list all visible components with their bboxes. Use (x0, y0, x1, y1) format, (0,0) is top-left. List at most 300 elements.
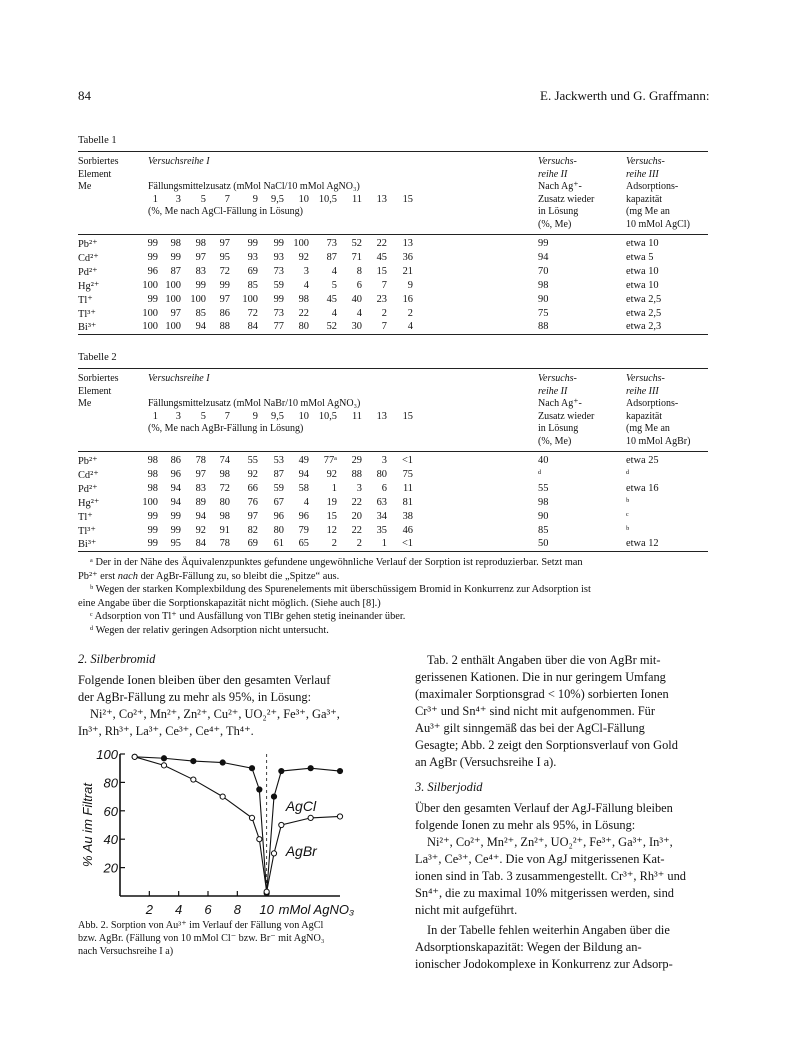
header-col: 9 (252, 193, 258, 205)
table-cell: 84 (247, 321, 258, 333)
table1-top-rule (78, 151, 708, 152)
header-col: 10 (298, 410, 309, 422)
table-cell: 59 (273, 279, 284, 291)
table-cell: 20 (351, 510, 362, 522)
table-cell: 67 (273, 496, 284, 508)
table-cell: 94 (195, 321, 206, 333)
table-row-element: Cd²⁺ (78, 469, 99, 481)
table-cell-reihe2: 75 (538, 307, 549, 319)
table-cell: 99 (147, 238, 158, 249)
header-col: 10,5 (318, 193, 337, 205)
table-cell-reihe2: 90 (538, 510, 549, 522)
table-cell: 92 (195, 524, 206, 536)
table-cell: 83 (195, 482, 206, 494)
table-cell: 3 (356, 482, 362, 494)
table-cell: 4 (331, 265, 337, 277)
table-cell: 77 (273, 321, 284, 333)
table-row-element: Bi³⁺ (78, 539, 97, 551)
table-cell: 80 (298, 321, 309, 333)
table2-mid-rule (78, 451, 708, 452)
table-cell: 73 (326, 238, 337, 249)
right-paragraph-2: Über den gesamten Verlauf der AgJ-Fällung bleiben folgende Ionen zu mehr als 95%, in Lösung: Ni²⁺, Co²⁺, Mn²⁺, Zn²⁺, UO₂²⁺, Fe³⁺, Ga³⁺, In³⁺, La³⁺, Ce³⁺, Ce⁴⁺. Die von AgJ mitgerissenen Kat- ionen sind in Tab. 3 zusammengestellt. Cr³⁺, Rh³⁺ und Sn⁴⁺, die zu maximal 10% mitgerissen werden, sind nicht mit aufgeführt. (415, 801, 686, 917)
header-sorbiertes: Element (78, 168, 112, 180)
x-axis-label: mMol AgNO₃ (278, 902, 355, 917)
header-versuchsreihe-2: reihe II (538, 385, 568, 397)
table-cell: 4 (303, 279, 309, 291)
table-cell: 99 (147, 510, 158, 522)
table-cell: 99 (273, 238, 284, 249)
table-cell: 94 (170, 482, 181, 494)
table-cell: 23 (376, 293, 387, 305)
table-cell-reihe3: etwa 10 (626, 265, 659, 277)
table-cell: 92 (326, 468, 337, 480)
table-cell: 61 (273, 538, 284, 550)
table-cell: <1 (401, 455, 413, 466)
table-cell-reihe2: ᵈ (538, 468, 542, 480)
table-cell: 80 (273, 524, 284, 536)
table-cell: 74 (219, 455, 230, 466)
table-cell: <1 (401, 538, 413, 550)
table-cell: 7 (381, 279, 387, 291)
table-cell: 85 (195, 307, 206, 319)
table-cell: 53 (273, 455, 284, 466)
table-cell: 97 (170, 307, 181, 319)
table-row-element: Pb²⁺ (78, 239, 98, 250)
header-col: 7 (224, 410, 230, 422)
table-cell: 69 (247, 265, 258, 277)
header-versuchsreihe-2: Nach Ag⁺- (538, 181, 582, 193)
table-cell: 98 (147, 468, 158, 480)
right-paragraph-3: In der Tabelle fehlen weiterhin Angaben über die Adsorptionskapazität: Wegen der Bildung an- ionischer Jodokomplexe in Konkurrenz zur Adsorp- (415, 923, 673, 971)
table-cell: 89 (195, 496, 206, 508)
table-cell: 73 (273, 307, 284, 319)
y-tick-label: 20 (103, 860, 118, 876)
table-cell: 100 (142, 321, 158, 333)
x-tick-label: 10 (259, 902, 274, 917)
table-row-element: Pd²⁺ (78, 266, 98, 278)
table-cell: 73 (273, 265, 284, 277)
table-cell: 97 (219, 293, 230, 305)
header-versuchsreihe-3: Adsorptions- (626, 181, 679, 193)
header-versuchsreihe-2: Versuchs- (538, 156, 577, 167)
header-col: 9,5 (271, 193, 284, 205)
table-cell: 95 (170, 538, 181, 550)
footnote-c: ᶜ Adsorption von Tl⁺ und Ausfällung von TlBr gehen stetig ineinander über. (90, 611, 406, 622)
table-cell: 97 (195, 251, 206, 263)
header-zusatz: Fällungsmittelzusatz (mMol NaBr/10 mMol AgNO₃) (148, 398, 361, 410)
table-cell: 87 (326, 251, 337, 263)
header-versuchsreihe-3: kapazität (626, 410, 663, 422)
table-cell: 88 (351, 468, 362, 480)
table-row-element: Pb²⁺ (78, 456, 98, 467)
x-tick-label: 2 (145, 902, 153, 917)
table-cell: 99 (170, 510, 181, 522)
table-cell: 55 (247, 455, 258, 466)
table-row-element: Cd²⁺ (78, 252, 99, 264)
table-cell: 87 (273, 468, 284, 480)
header-versuchsreihe-3: reihe III (626, 385, 659, 397)
left-paragraph: Folgende Ionen bleiben über den gesamten Verlauf der AgBr-Fällung zu mehr als 95%, in Lösung: Ni²⁺, Co²⁺, Mn²⁺, Zn²⁺, Cu²⁺, UO₂²⁺, Fe³⁺, Ga³⁺, In³⁺, Rh³⁺, La³⁺, Ce³⁺, Ce⁴⁺, Th⁴⁺. (78, 673, 340, 738)
table-cell: 80 (219, 496, 230, 508)
table-cell: 2 (331, 538, 337, 550)
table-cell: 15 (326, 510, 337, 522)
table-cell: 78 (219, 538, 230, 550)
y-tick-label: 100 (96, 747, 118, 762)
header-col: 5 (200, 410, 206, 422)
data-point-agbr (249, 815, 254, 820)
table-cell: 52 (351, 238, 362, 249)
table-cell: 93 (273, 251, 284, 263)
table-cell: 98 (195, 238, 206, 249)
table-cell: 40 (351, 293, 362, 305)
table-cell: 78 (195, 455, 206, 466)
header-versuchsreihe-3: Versuchs- (626, 373, 665, 384)
right-paragraph-1: Tab. 2 enthält Angaben über die von AgBr mit- gerissenen Kationen. Die in nur geringem Umfang (maximaler Sorptionsgrad < 10%) sorbierten Ionen Cr³⁺ und Sn⁴⁺ sind nicht mit aufgenommen. Für Au³⁺ gilt sinngemäß das bei der AgCl-Fällung Gesagte; Abb. 2 zeigt den Sorptionsverlauf von Gold an AgBr (Versuchsreihe I a). (415, 653, 678, 769)
figure-abb2-chart (78, 738, 368, 918)
table1-bottom-rule (78, 334, 708, 335)
table-cell: 49 (298, 455, 309, 466)
data-point-agcl (308, 766, 313, 771)
table-cell: 36 (402, 251, 413, 263)
table-cell-reihe2: 99 (538, 238, 549, 249)
table-cell: 86 (219, 307, 230, 319)
data-point-agbr (257, 837, 262, 842)
table-cell: 83 (195, 265, 206, 277)
table-cell: 96 (170, 468, 181, 480)
table-cell: 100 (293, 238, 309, 249)
header-versuchsreihe-2: reihe II (538, 168, 568, 180)
table-cell: 100 (165, 293, 181, 305)
table-cell: 87 (170, 265, 181, 277)
header-col: 1 (152, 410, 158, 422)
y-tick-label: 60 (103, 803, 118, 819)
header-col: 9,5 (271, 410, 284, 422)
header-unit: (%, Me nach AgCl-Fällung in Lösung) (148, 206, 303, 218)
table-cell: 3 (303, 265, 309, 277)
table-cell: 11 (402, 482, 413, 494)
table-cell: 63 (376, 496, 387, 508)
table-cell-reihe2: 90 (538, 293, 549, 305)
data-point-agbr (220, 794, 225, 799)
series-label-agcl: AgCl (285, 797, 317, 814)
table-cell: 98 (147, 482, 158, 494)
y-tick-label: 80 (103, 775, 118, 791)
table-cell-reihe3: ᵈ (626, 468, 630, 480)
table-cell: 76 (247, 496, 258, 508)
table-cell-reihe3: ᵇ (626, 524, 630, 536)
table-cell: 35 (376, 524, 387, 536)
header-col: 3 (175, 193, 181, 205)
header-sorbiertes: Sorbiertes (78, 373, 119, 384)
table-cell: 98 (298, 293, 309, 305)
table-cell: 97 (219, 238, 230, 249)
data-point-agbr (132, 754, 137, 759)
table-cell: 94 (298, 468, 309, 480)
table2-top-rule (78, 368, 708, 369)
series-label-agbr: AgBr (285, 843, 317, 860)
data-point-agbr (279, 822, 284, 827)
x-tick-label: 4 (175, 902, 183, 917)
running-head: E. Jackwerth und G. Graffmann: (540, 88, 710, 103)
table-cell: 59 (273, 482, 284, 494)
header-versuchsreihe-1: Versuchsreihe I (148, 156, 210, 167)
table-row-element: Hg²⁺ (78, 497, 100, 509)
table-cell: 22 (351, 496, 362, 508)
table-cell: 100 (165, 321, 181, 333)
table-cell: 92 (247, 468, 258, 480)
table-cell: 5 (331, 279, 337, 291)
header-col: 15 (402, 193, 413, 205)
table-cell: 66 (247, 482, 258, 494)
header-col: 10,5 (318, 410, 337, 422)
table-cell: 22 (298, 307, 309, 319)
table-cell: 95 (219, 251, 230, 263)
table-cell: 65 (298, 538, 309, 550)
table-cell: 4 (407, 321, 413, 333)
table-cell: 99 (219, 279, 230, 291)
table-cell: 45 (326, 293, 337, 305)
table-cell-reihe3: etwa 10 (626, 238, 659, 249)
table-cell: 29 (351, 455, 362, 466)
table-cell-reihe2: 55 (538, 482, 549, 494)
table-cell: 100 (142, 496, 158, 508)
y-axis-label: % Au im Filtrat (80, 782, 95, 868)
table-cell: 6 (381, 482, 387, 494)
table-row-element: Pd²⁺ (78, 483, 98, 495)
header-versuchsreihe-3: (mg Me an (626, 423, 670, 435)
data-point-agcl (257, 787, 262, 792)
table-cell: 45 (376, 251, 387, 263)
header-versuchsreihe-2: in Lösung (538, 206, 579, 218)
header-versuchsreihe-3: reihe III (626, 168, 659, 180)
table-cell: 80 (376, 468, 387, 480)
table-cell: 99 (147, 251, 158, 263)
table-cell-reihe3: etwa 2,3 (626, 321, 662, 333)
table-cell: 9 (407, 279, 413, 291)
header-versuchsreihe-3: Adsorptions- (626, 398, 679, 410)
table-cell: 94 (170, 496, 181, 508)
table-cell-reihe2: 40 (538, 455, 549, 466)
table-cell: 81 (402, 496, 413, 508)
table-cell-reihe3: etwa 16 (626, 482, 659, 494)
table-cell: 1 (381, 538, 387, 550)
header-sorbiertes: Sorbiertes (78, 156, 119, 167)
data-point-agcl (220, 760, 225, 765)
header-versuchsreihe-3: 10 mMol AgBr) (626, 436, 691, 447)
table-cell: 30 (351, 321, 362, 333)
table-row-element: Bi³⁺ (78, 322, 97, 334)
page-number: 84 (78, 88, 91, 103)
data-point-agbr (264, 889, 269, 894)
header-col: 9 (252, 410, 258, 422)
table-row-element: Tl³⁺ (78, 525, 96, 537)
table-cell-reihe2: 70 (538, 265, 549, 277)
table-cell: 1 (331, 482, 337, 494)
table-cell: 2 (381, 307, 387, 319)
table-cell: 72 (219, 482, 230, 494)
table-cell: 38 (402, 510, 413, 522)
data-point-agbr (161, 763, 166, 768)
table-cell-reihe3: ᶜ (626, 510, 629, 522)
table-cell-reihe2: 50 (538, 538, 549, 550)
table-cell: 58 (298, 482, 309, 494)
footnote-d: ᵈ Wegen der relativ geringen Adsorption nicht untersucht. (90, 624, 329, 636)
header-col: 5 (200, 193, 206, 205)
header-versuchsreihe-3: Versuchs- (626, 156, 665, 167)
table-cell: 22 (376, 238, 387, 249)
table2-caption: Tabelle 2 (78, 352, 117, 363)
section-silberjodid: 3. Silberjodid (415, 780, 483, 794)
table-cell: 99 (273, 293, 284, 305)
header-versuchsreihe-3: kapazität (626, 193, 663, 205)
table-row-element: Tl⁺ (78, 294, 93, 306)
table-cell: 97 (247, 510, 258, 522)
footnote-a-line1: ᵃ Der in der Nähe des Äquivalenzpunktes gefundene ungewöhnliche Verlauf der Sorption ist reproduzierbar. Setzt man (90, 557, 583, 568)
table-cell-reihe2: 85 (538, 524, 549, 536)
series-line-agcl (135, 757, 340, 893)
table-cell: 99 (147, 293, 158, 305)
y-tick-label: 40 (103, 832, 118, 848)
table-cell-reihe3: etwa 2,5 (626, 293, 662, 305)
table-cell: 99 (170, 251, 181, 263)
data-point-agbr (271, 851, 276, 856)
header-col: 11 (351, 193, 362, 205)
table-cell: 69 (247, 538, 258, 550)
table-cell: 92 (298, 251, 309, 263)
table-cell: 72 (219, 265, 230, 277)
footnote-a-line2: Pb²⁺ erst nach der AgBr-Fällung zu, so bleibt die „Spitze“ aus. (78, 570, 340, 582)
table-cell: 15 (376, 265, 387, 277)
table-cell: 96 (298, 510, 309, 522)
table-cell: 2 (356, 538, 362, 550)
table-cell: 52 (326, 321, 337, 333)
table1-caption: Tabelle 1 (78, 135, 117, 146)
table-cell: 75 (402, 468, 413, 480)
table-cell-reihe3: ᵇ (626, 496, 630, 508)
table-cell: 97 (195, 468, 206, 480)
data-point-agcl (161, 756, 166, 761)
data-point-agbr (191, 777, 196, 782)
table-cell: 96 (147, 265, 158, 277)
header-sorbiertes: Me (78, 181, 92, 193)
header-col: 13 (376, 410, 387, 422)
header-col: 10 (298, 193, 309, 205)
header-versuchsreihe-2: Zusatz wieder (538, 410, 595, 422)
header-versuchsreihe-3: (mg Me an (626, 206, 670, 218)
table-cell: 91 (219, 524, 230, 536)
header-col: 15 (402, 410, 413, 422)
footnote-b-line2: eine Angabe über die Sorptionskapazität nicht möglich. (Siehe auch [8].) (78, 597, 381, 609)
table-cell: 8 (356, 265, 362, 277)
table-cell: 85 (247, 279, 258, 291)
header-col: 3 (175, 410, 181, 422)
header-sorbiertes: Me (78, 398, 92, 410)
table-cell: 34 (376, 510, 387, 522)
table-cell: 100 (142, 279, 158, 291)
x-tick-label: 6 (204, 902, 212, 917)
table-cell: 99 (147, 524, 158, 536)
header-versuchsreihe-2: Nach Ag⁺- (538, 398, 582, 410)
table-cell-reihe2: 94 (538, 251, 549, 263)
table-cell: 88 (219, 321, 230, 333)
section-silberbromid: 2. Silberbromid (78, 652, 156, 666)
table-cell: 13 (402, 238, 413, 249)
table-cell: 4 (331, 307, 337, 319)
table-cell: 7 (381, 321, 387, 333)
table-cell: 98 (170, 238, 181, 249)
table-cell-reihe3: etwa 12 (626, 538, 659, 550)
table-cell-reihe3: etwa 10 (626, 279, 659, 291)
table-cell: 98 (219, 468, 230, 480)
table-cell: 71 (351, 251, 362, 263)
header-versuchsreihe-1: Versuchsreihe I (148, 373, 210, 384)
data-point-agbr (308, 815, 313, 820)
table-cell: 72 (247, 307, 258, 319)
header-versuchsreihe-2: Versuchs- (538, 373, 577, 384)
header-col: 13 (376, 193, 387, 205)
table-cell: 46 (402, 524, 413, 536)
table-cell: 98 (147, 455, 158, 466)
table-cell: 99 (147, 538, 158, 550)
header-versuchsreihe-3: 10 mMol AgCl) (626, 219, 690, 230)
table-cell: 12 (326, 524, 337, 536)
table-cell: 19 (326, 496, 337, 508)
table-cell: 22 (351, 524, 362, 536)
table-cell: 21 (402, 265, 413, 277)
table-cell-reihe3: etwa 25 (626, 455, 659, 466)
table-row-element: Tl³⁺ (78, 308, 96, 320)
header-versuchsreihe-2: Zusatz wieder (538, 193, 595, 205)
data-point-agcl (249, 766, 254, 771)
data-point-agcl (279, 768, 284, 773)
footnote-b-line1: ᵇ Wegen der starken Komplexbildung des Spurenelements mit überschüssigem Bromid in Konkurrenz zur Adsorption ist (90, 584, 591, 595)
table-cell: 99 (170, 524, 181, 536)
table-row-element: Hg²⁺ (78, 280, 100, 292)
header-unit: (%, Me nach AgBr-Fällung in Lösung) (148, 423, 304, 435)
series-line-agbr (135, 757, 340, 892)
header-col: 11 (351, 410, 362, 422)
table-cell: 100 (242, 293, 258, 305)
table-cell: 96 (273, 510, 284, 522)
table-cell-reihe3: etwa 5 (626, 251, 654, 263)
table-cell: 16 (402, 293, 413, 305)
header-versuchsreihe-2: in Lösung (538, 423, 579, 435)
header-col: 1 (152, 193, 158, 205)
table-cell: 84 (195, 538, 206, 550)
header-sorbiertes: Element (78, 385, 112, 397)
data-point-agcl (337, 768, 342, 773)
table-cell: 86 (170, 455, 181, 466)
table-cell: 93 (247, 251, 258, 263)
x-tick-label: 8 (233, 902, 241, 917)
table-row-element: Tl⁺ (78, 511, 93, 523)
table-cell-reihe2: 88 (538, 321, 549, 333)
data-point-agcl (191, 759, 196, 764)
table-cell-reihe2: 98 (538, 496, 549, 508)
header-versuchsreihe-2: (%, Me) (538, 436, 572, 447)
figure-caption: Abb. 2. Sorption von Au³⁺ im Verlauf der Fällung von AgCl bzw. AgBr. (Fällung von 10 mMol Cl⁻ bzw. Br⁻ mit AgNO₃ nach Versuchsreihe I a) (78, 920, 325, 957)
table2-bottom-rule (78, 551, 708, 552)
table-cell: 100 (142, 307, 158, 319)
table-cell: 3 (381, 455, 387, 466)
header-col: 7 (224, 193, 230, 205)
footnotes (78, 556, 710, 637)
table-cell: 79 (298, 524, 309, 536)
table-cell: 2 (407, 307, 413, 319)
table-cell: 82 (247, 524, 258, 536)
table-cell: 99 (195, 279, 206, 291)
header-versuchsreihe-2: (%, Me) (538, 219, 572, 230)
